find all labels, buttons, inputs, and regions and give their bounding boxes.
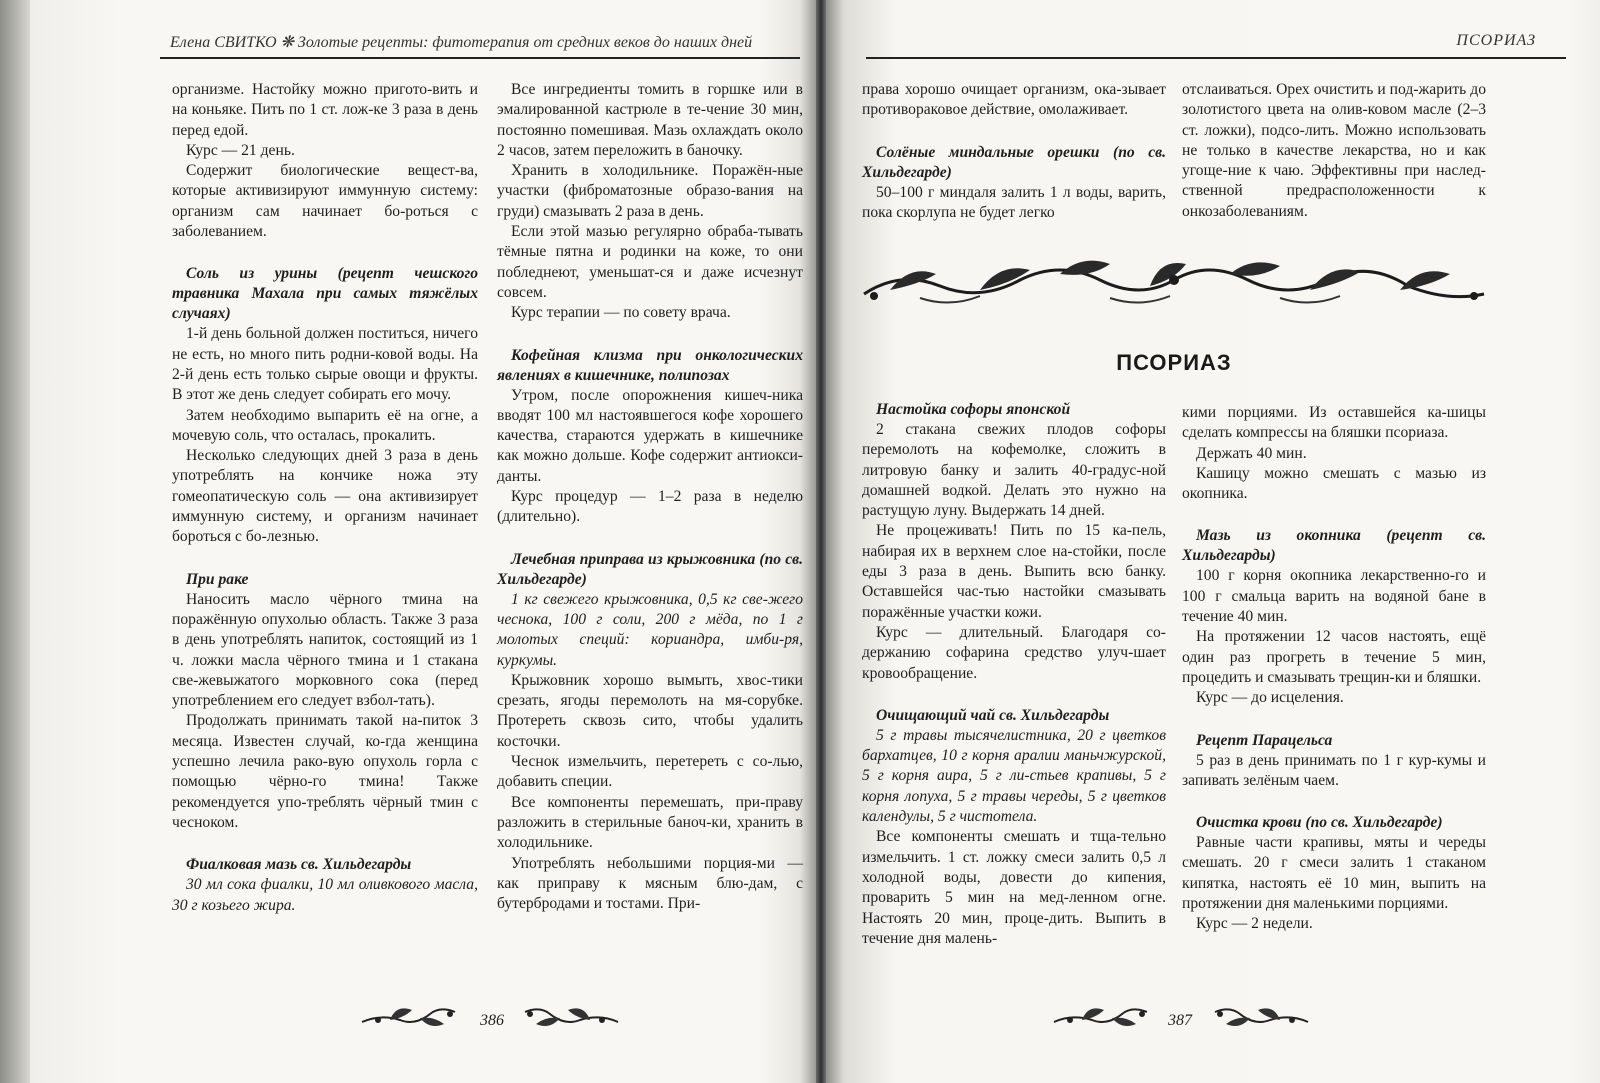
paragraph: Кашицу можно смешать с мазью из окопника. — [1182, 464, 1486, 503]
paragraph: Чеснок измельчить, перетереть с со-лью, добавить специи. — [497, 753, 803, 791]
paragraph: Хранить в холодильнике. Поражён-ные участки (фиброматозные образо-вания на груди) смазывать 2 раза в день. — [497, 162, 803, 220]
footer-ornament-left-icon — [360, 1000, 460, 1036]
recipe-heading: Очищающий чай св. Хильдегарды — [876, 706, 1110, 724]
paragraph: Продолжать принимать такой на-питок 3 месяца. Известен случай, ко-гда женщина успешно лечила рако-вую опухоль горла с помощью чёрно-го тмина! Также рекомендуется упо-треблять чёрный тмин с чесноком. — [172, 712, 478, 831]
running-head-right: ПСОРИАЗ — [1456, 32, 1536, 49]
ingredients: 5 г травы тысячелистника, 20 г цветков бархатцев, 10 г корня аралии маньчжурской, 5 г корня аира, 5 г ли-стьев крапивы, 5 г корня лопуха, 5 г травы череды, 5 г цветков календулы, 5 г чистотела. — [862, 726, 1166, 826]
paragraph: Затем необходимо выпарить её на огне, а мочевую соль, что осталась, прокалить. — [172, 406, 478, 444]
recipe-heading: Лечебная приправа из крыжовника (по св. Хильдегарде) — [497, 550, 803, 588]
column-5 — [862, 400, 1166, 949]
paragraph: Крыжовник хорошо вымыть, хвос-тики срезать, ягоды перемолоть на мя-сорубке. Протереть сквозь сито, чтобы удалить косточки. — [497, 671, 803, 750]
recipe-heading: Настойка софоры японской — [876, 401, 1071, 418]
paragraph: 50–100 г миндаля залить 1 л воды, варить, пока скорлупа не будет легко — [862, 183, 1166, 221]
paragraph: Курс — 21 день. — [186, 141, 295, 159]
paragraph: Несколько следующих дней 3 раза в день употреблять на кончике ножа эту гомеопатическую соль — она активизирует иммунную систему, и организм начинает бороться с бо-лезнью. — [172, 447, 478, 546]
column-3 — [862, 80, 1166, 223]
right-page — [826, 0, 1600, 1083]
column-6 — [1182, 403, 1486, 935]
paragraph: Содержит биологические вещест-ва, которые активизируют иммунную систему: организм сам начинает бо-роться с заболеванием. — [172, 162, 478, 241]
paragraph: Курс — до исцеления. — [1196, 689, 1344, 707]
recipe-heading: Рецепт Парацельса — [1196, 731, 1333, 749]
decorative-divider-icon — [860, 250, 1488, 312]
ingredients: 30 мл сока фиалки, 10 мл оливкового масла, 30 г козьего жира. — [172, 876, 478, 914]
paragraph: 1-й день больной должен поститься, ничего не есть, но много пить родни-ковой воды. На 2-й день есть только сырые овощи и фрукты. В этот же день следует собирать его мочу. — [172, 325, 478, 404]
paragraph: 2 стакана свежих плодов софоры перемолоть на кофемолке, сложить в литровую банку и залить 40-градус-ной домашней водкой. Делать это нужно на растущую луну. Выдержать 14 дней. — [862, 421, 1166, 520]
paragraph: Наносить масло чёрного тмина на поражённую опухолью область. Также 3 раза в день употреблять напиток, состоящий из 1 ч. ложки масла чёрного тмина и 1 стакана све-жевыжатого морковного сока (перед употреблением его следует взбол-тать). — [172, 590, 478, 710]
paragraph: кими порциями. Из оставшейся ка-шицы сделать компрессы на бляшки псориаза. — [1182, 404, 1486, 442]
paragraph: 5 раз в день принимать по 1 г кур-кумы и запивать зелёным чаем. — [1182, 751, 1486, 789]
paragraph: организме. Настойку можно пригото-вить и на коньяке. Пить по 1 ст. лож-ке 3 раза в день перед едой. — [172, 81, 478, 139]
footer-ornament-right-icon — [1210, 1000, 1310, 1036]
paragraph: Курс — длительный. Благодаря со-держанию софарина средство улуч-шает кровообращение. — [862, 623, 1166, 682]
footer-ornament-right-icon — [520, 1000, 620, 1036]
column-1 — [172, 80, 478, 916]
paragraph: Не процеживать! Пить по 15 ка-пель, набирая их в верхнем слое на-стойки, после еды 3 раза в день. Выпить всю банку. Оставшейся час-тью настойки смазывать поражённые участки кожи. — [862, 522, 1166, 621]
footer-ornament-left-icon — [1052, 1000, 1152, 1036]
paragraph: Равные части крапивы, мяты и череды смешать. 20 г смеси залить 1 стаканом кипятка, настоять её 10 мин, выпить на протяжении дня маленькими порциями. — [1182, 834, 1486, 913]
recipe-heading: Мазь из окопника (рецепт св. Хильдегарды) — [1182, 527, 1486, 565]
recipe-heading: Кофейная клизма при онкологических явлениях в кишечнике, полипозах — [497, 346, 803, 384]
paragraph: 100 г корня окопника лекарственно-го и 100 г смальца варить на водяной бане в течение 40 мин. — [1182, 567, 1486, 626]
ingredients: 1 кг свежего крыжовника, 0,5 кг све-жего чеснока, 100 г соли, 200 г мёда, по 1 г молотых специй: кориандра, имби-ря, куркумы. — [497, 590, 803, 669]
recipe-heading: Соль из урины (рецепт чешского травника Махала при самых тяжёлых случаях) — [172, 265, 478, 323]
paragraph: Курс процедур — 1–2 раза в неделю (длительно). — [497, 488, 803, 526]
header-rule — [160, 57, 800, 59]
chapter-title: ПСОРИАЗ — [1116, 350, 1232, 375]
recipe-heading: Очистка крови (по св. Хильдегарде) — [1196, 814, 1443, 832]
paragraph: Держать 40 мин. — [1196, 444, 1307, 462]
paragraph: Курс терапии — по совету врача. — [511, 304, 731, 322]
recipe-heading: При раке — [186, 570, 249, 588]
paragraph: Все компоненты перемешать, при-праву разложить в стерильные баноч-ки, хранить в холодильнике. — [497, 793, 803, 852]
paragraph: права хорошо очищает организм, ока-зывает противораковое действие, омолаживает. — [862, 81, 1166, 119]
page-number-right: 387 — [1168, 1012, 1192, 1029]
header-rule — [866, 57, 1566, 59]
paragraph: Употреблять небольшими порция-ми — как приправу к мясным блю-дам, с бутербродами и тостами. При- — [497, 854, 803, 913]
paragraph: Утром, после опорожнения кишеч-ника вводят 100 мл настоявшегося кофе хорошего качества, стараются удержать в кишечнике как можно дольше. Кофе содержит антиокси-данты. — [497, 386, 803, 485]
column-4 — [1182, 80, 1486, 222]
paragraph: Если этой мазью регулярно обраба-тывать тёмные пятна и родинки на коже, то они побледнеют, уменьшат-ся и даже исчезнут совсем. — [497, 223, 803, 301]
recipe-heading: Солёные миндальные орешки (по св. Хильдегарде) — [862, 143, 1166, 181]
book-gutter — [816, 0, 826, 1083]
page-number-left: 386 — [480, 1012, 504, 1029]
paragraph: Курс — 2 недели. — [1196, 915, 1313, 933]
paragraph: На протяжении 12 часов настоять, ещё один раз прогреть в течение 5 мин, процедить и смазывать трещин-ки и бляшки. — [1182, 628, 1486, 686]
recipe-heading: Фиалковая мазь св. Хильдегарды — [186, 856, 412, 874]
column-2 — [497, 80, 803, 914]
running-head-left: Елена СВИТКО ❋ Золотые рецепты: фитотерапия от средних веков до наших дней — [170, 34, 753, 51]
paragraph: отслаиваться. Орех очистить и под-жарить до золотистого цвета на олив-ковом масле (2–3 ст. ложки), подсо-лить. Можно использовать не только в качестве лекарства, но и как угоще-ние к чаю. Эффективны при наслед-ственной предрасположенности к онкозаболеваниям. — [1182, 81, 1486, 220]
paragraph: Все компоненты смешать и тща-тельно измельчить. 1 ст. ложку смеси залить 0,5 л холодной воды, довести до кипения, проварить 5 мин на мед-ленном огне. Настоять 20 мин, проце-дить. Выпить в течение дня малень- — [862, 828, 1166, 947]
paragraph: Все ингредиенты томить в горшке или в эмалированной кастрюле в те-чение 30 мин, постоянно помешивая. Мазь охлаждать около 2 часов, затем переложить в баночку. — [497, 81, 803, 159]
page-edge — [0, 0, 30, 1083]
